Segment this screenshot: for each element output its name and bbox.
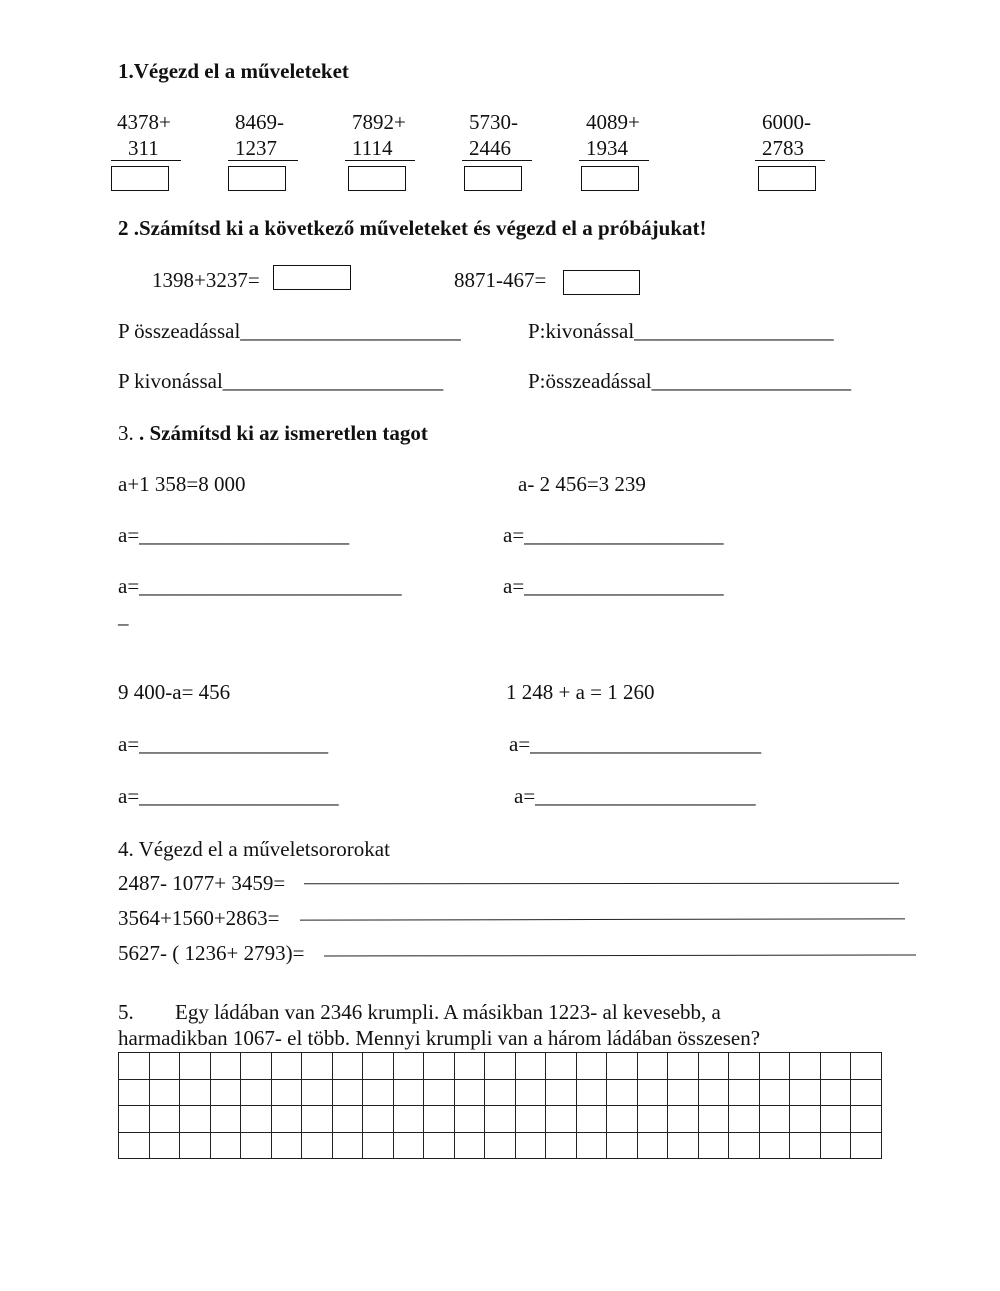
sequence-3-answer-line[interactable] [324,954,916,956]
problem-2-rule [228,160,298,161]
section1-title: 1.Végezd el a műveleteket [118,59,349,83]
equation-2: a- 2 456=3 239 [518,472,646,496]
section5-line2: harmadikban 1067- el több. Mennyi krumpli van a három ládában összesen? [118,1026,761,1050]
sequence-2: 3564+1560+2863= [118,906,280,930]
grid-row [119,1132,882,1159]
problem-2-top: 8469- [235,110,284,134]
answer-box-6[interactable] [758,166,816,191]
grid-row [119,1053,882,1080]
equation-4: 1 248 + a = 1 260 [506,680,655,704]
answer-line-7[interactable]: a=______________________ [509,732,762,756]
grid-row [119,1106,882,1133]
equation-3: 9 400-a= 456 [118,680,231,704]
answer-box-5[interactable] [581,166,639,191]
problem-3-bottom: 1114 [352,136,393,160]
sequence-2-answer-line[interactable] [300,918,905,920]
answer-grid[interactable] [118,1052,882,1159]
equation-1: a+1 358=8 000 [118,472,246,496]
problem-5-top: 4089+ [586,110,640,134]
problem-3-top: 7892+ [352,110,406,134]
expr-2: 8871-467= [454,268,547,292]
section5-line1: Egy ládában van 2346 krumpli. A másikban 1223- al kevesebb, a [175,1000,721,1024]
check-2a[interactable]: P:kivonással___________________ [528,319,834,343]
problem-6-bottom: 2783 [762,136,804,160]
answer-line-5[interactable]: a=__________________ [118,732,329,756]
expr-2-answer-box[interactable] [563,270,640,295]
section4-title: 4. Végezd el a műveletsororokat [118,837,390,861]
problem-5-rule [579,160,649,161]
expr-1: 1398+3237= [152,268,260,292]
answer-line-8[interactable]: a=_____________________ [514,784,756,808]
section5-number: 5. [118,1000,134,1024]
problem-6-rule [755,160,825,161]
answer-line-4[interactable]: a=___________________ [503,574,724,598]
expr-1-answer-box[interactable] [273,265,351,290]
problem-1-bottom: 311 [128,136,159,160]
problem-4-bottom: 2446 [469,136,511,160]
problem-2-bottom: 1237 [235,136,277,160]
sequence-1: 2487- 1077+ 3459= [118,871,286,895]
answer-box-4[interactable] [464,166,522,191]
check-1a[interactable]: P összeadással_____________________ [118,319,461,343]
check-2b[interactable]: P:összeadással___________________ [528,369,852,393]
check-1b[interactable]: P kivonással_____________________ [118,369,444,393]
answer-line-2[interactable]: a=_________________________ [118,574,402,598]
problem-5-bottom: 1934 [586,136,628,160]
problem-4-rule [462,160,532,161]
stray-underscore: _ [118,604,129,628]
problem-4-top: 5730- [469,110,518,134]
answer-line-3[interactable]: a=___________________ [503,523,724,547]
problem-6-top: 6000- [762,110,811,134]
problem-1-top: 4378+ [117,110,171,134]
answer-box-1[interactable] [111,166,169,191]
section3-title: 3. . Számítsd ki az ismeretlen tagot [118,421,428,445]
grid-row [119,1079,882,1106]
answer-box-3[interactable] [348,166,406,191]
problem-3-rule [345,160,415,161]
problem-1-rule [111,160,181,161]
section2-title: 2 .Számítsd ki a következő műveleteket és végezd el a próbájukat! [118,216,707,240]
answer-line-1[interactable]: a=____________________ [118,523,350,547]
sequence-3: 5627- ( 1236+ 2793)= [118,941,305,965]
answer-line-6[interactable]: a=___________________ [118,784,339,808]
sequence-1-answer-line[interactable] [304,883,899,885]
answer-box-2[interactable] [228,166,286,191]
